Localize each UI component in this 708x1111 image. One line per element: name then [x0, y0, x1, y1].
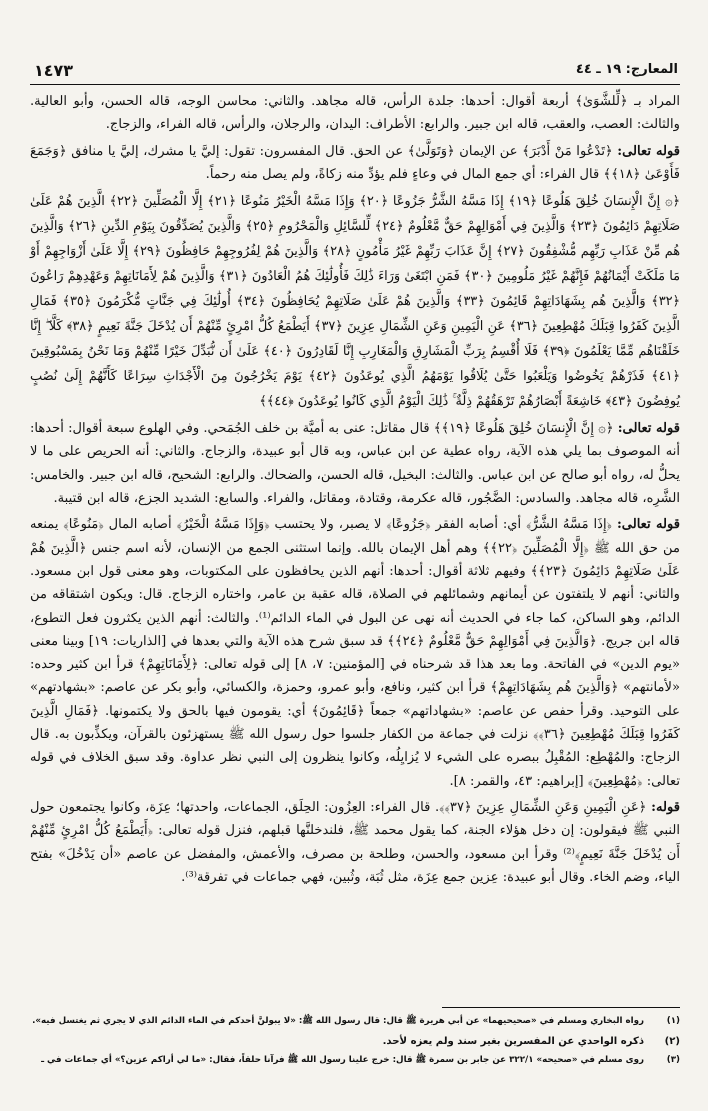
footnote-rule: [442, 1007, 680, 1008]
para-lead: قوله:: [651, 799, 680, 815]
running-header: [34, 62, 678, 82]
footnote-text: رواه البخاري ومسلم في «صحيحيهما» عن أبي هريرة ﷺ قال: قال رسول الله ﷺ: «لا يبولنَّ أحدكم في الماء الدائم الذي لا يجري ثم يغتسل فيه».: [32, 1016, 644, 1026]
para-shar: [30, 513, 680, 793]
main-text: [30, 90, 680, 892]
footnote: [30, 1051, 680, 1071]
para-izin: [30, 796, 680, 889]
footnote: [30, 1012, 680, 1032]
footnote-mark: (٣): [666, 1055, 680, 1065]
footnote: [30, 1032, 680, 1052]
footnotes: [30, 1012, 680, 1071]
para-text: ﴿إِذَا مَسَّهُ الشَّرُّ﴾ أي: أصابه الفقر ﴿جَزُوعًا﴾ لا يصبر، ولا يحتسب ﴿وَإِذَا مَسَّهُ الْخَيْرُ﴾ أصابه المال ﴿مَنُوعًا﴾ يمنعه من حق الله ﷺ ﴿إِلَّا الْمُصَلِّينَ ﴿٢٢﴾﴾ وهم أهل الإيمان بالله. وإنما استثنى الجمع من الإنسان، لأنه اسم جنس ﴿الَّذِينَ هُمْ عَلَىٰ صَلَاتِهِمْ دَائِمُونَ ﴿٢٣﴾﴾ وفيهم ثلاثة أقوال: أحدها: أنهم الذين يحافظون على المكتوبات، وهو معنى قول ابن مسعود. والثاني: أنهم لا يلتفتون عن أيمانهم وشمائلهم في الصلاة، قاله عقبة بن عامر، واختاره الزجاج. قال: ويكون اشتقاقه من الدائم، وهو الساكن، كما جاء في الحديث أنه نهى عن البول في الماء الدائم⁽¹⁾. والثالث: أنهم الذين يكثرون فعل التطوع، قاله ابن جريج. ﴿وَالَّذِينَ فِي أَمْوَالِهِمْ حَقٌّ مَّعْلُومٌ ﴿٢٤﴾﴾ قد سبق شرح هذه الآية والتي بعدها في [الذاريات: ١٩] وبينا معنى «يوم الدين» في الفاتحة. وما بعد هذا قد شرحناه في [المؤمنين: ٧، ٨] إلى قوله تعالى: ﴿لِأَمَانَاتِهِمْ﴾ قرأ ابن كثير وحده: «لأمانتهم» ﴿وَالَّذِينَ هُم بِشَهَادَاتِهِمْ﴾ قرأ ابن كثير، ونافع، وأبو عمرو، وحمزة، والكسائي، وأبو بكر عن عاصم: «بشهادتهم» على التوحيد. وقرأ حفص عن عاصم: «بشهاداتهم» جمعاً ﴿قَائِمُونَ﴾ أي: يقومون فيها بالحق ولا يكتمونها. ﴿فَمَالِ الَّذِينَ كَفَرُوا قِبَلَكَ مُهْطِعِينَ ﴿٣٦﴾﴾ نزلت في جماعة من الكفار جلسوا حول رسول الله ﷺ يستهزئون بالقرآن، ويكذِّبون به. قال الزجاج: والمُهْطِع: المُقْبِلُ ببصره على الشيء لا يُزايِلُه، وكانوا ينظرون إلى النبي نظر عداوة. وقد سبق الخلاف في قوله تعالى: ﴿مُهْطِعِينَ﴾ [إبراهيم: ٤٣، والقمر: ٨].: [30, 517, 681, 789]
header-rule: [30, 84, 680, 85]
footnote-text: روى مسلم في «صحيحه» ٣٢٢/١ عن جابر بن سمرة ﷺ قال: خرج علينا رسول الله ﷺ فرآنا حلقاً، فقال: «ما لي أراكم عزين؟» أي جماعات في ـ: [41, 1055, 644, 1065]
para-lead: قوله تعالى:: [617, 421, 681, 437]
para-lead: قوله تعالى:: [616, 517, 680, 533]
para-tadu: [30, 140, 680, 187]
chapter-range: المعارج: ١٩ ـ ٤٤: [575, 62, 678, 77]
quran-verses: [30, 189, 680, 414]
footnote-mark: (١): [666, 1016, 680, 1026]
para-shawa: [30, 90, 680, 137]
para-text: ﴿تَدْعُوا مَنْ أَدْبَرَ﴾ عن الإيمان ﴿وَتَوَلَّىٰ﴾ عن الحق. قال المفسرون: تقول: إليَّ يا مشرك، إليَّ يا منافق ﴿وَجَمَعَ فَأَوْعَىٰ ﴿١٨﴾﴾ قال الفراء: أي جمع المال في وعاءٍ فلم يؤدِّ منه زكاةً، ولم يصل منه رحماً.: [30, 143, 680, 182]
page-number: ١٤٧٣: [34, 61, 74, 80]
para-text: ﴿۞ إِنَّ الْإِنسَانَ خُلِقَ هَلُوعًا ﴿١٩﴾﴾ قال مقاتل: عنى به أميَّة بن خلف الجُمَحي. وفي الهلوع سبعة أقوال: أحدها: أنه الموصوف بما يلي هذه الآية، رواه عطية عن ابن عباس، وبه قال أبو عبيدة، والزجاج. والثاني: أنه الحريص على ما لا يحلُّ له، رواه أبو صالح عن ابن عباس. والثالث: البخيل، قاله الحسن، والضحاك. والرابع: الشحيح، قاله ابن جبير. والخامس: الشَّرِه، قاله مجاهد. والسادس: الضَّجُور، قاله عكرمة، وقتادة، ومقاتل، والفراء. والسابع: الشديد الجزع، قاله ابن قتيبة.: [30, 421, 680, 507]
footnote-mark: (٢): [664, 1035, 680, 1047]
para-text: ﴿عَنِ الْيَمِينِ وَعَنِ الشِّمَالِ عِزِينَ ﴿٣٧﴾﴾. قال الفراء: العِزُون: الحِلَق، الجماعات، واحدتها؛ عِزَة، وكانوا يجتمعون حول النبي ﷺ فيقولون: إن دخل هؤلاء الجنة، كما يقول محمد ﷺ، فلندخلنَّها قبلهم، فنزل قوله تعالى: ﴿أَيَطْمَعُ كُلُّ امْرِئٍ مِّنْهُمْ أَن يُدْخَلَ جَنَّةَ نَعِيمٍ﴾⁽²⁾ وقرأ ابن مسعود، والحسن، وطلحة بن مصرف، والأعمش، والمفضل عن عاصم «أن يَدْخُلَ» بفتح الياء، وضم الخاء. وقال أبو عبيدة: عِزين جمع عِزَة، مثل ثُبَة، وثُبين، فهي جماعات في تفرقة⁽³⁾.: [30, 799, 680, 885]
para-lead: قوله تعالى:: [617, 143, 680, 159]
verses-text: ﴿۞ إِنَّ الْإِنسَانَ خُلِقَ هَلُوعًا ﴿١٩﴾ إِذَا مَسَّهُ الشَّرُّ جَزُوعًا ﴿٢٠﴾ وَإِذَا مَسَّهُ الْخَيْرُ مَنُوعًا ﴿٢١﴾ إِلَّا الْمُصَلِّينَ ﴿٢٢﴾ الَّذِينَ هُمْ عَلَىٰ صَلَاتِهِمْ دَائِمُونَ ﴿٢٣﴾ وَالَّذِينَ فِي أَمْوَالِهِمْ حَقٌّ مَّعْلُومٌ ﴿٢٤﴾ لِّلسَّائِلِ وَالْمَحْرُومِ ﴿٢٥﴾ وَالَّذِينَ يُصَدِّقُونَ بِيَوْمِ الدِّينِ ﴿٢٦﴾ وَالَّذِينَ هُم مِّنْ عَذَابِ رَبِّهِم مُّشْفِقُونَ ﴿٢٧﴾ إِنَّ عَذَابَ رَبِّهِمْ غَيْرُ مَأْمُونٍ ﴿٢٨﴾ وَالَّذِينَ هُمْ لِفُرُوجِهِمْ حَافِظُونَ ﴿٢٩﴾ إِلَّا عَلَىٰ أَزْوَاجِهِمْ أَوْ مَا مَلَكَتْ أَيْمَانُهُمْ فَإِنَّهُمْ غَيْرُ مَلُومِينَ ﴿٣٠﴾ فَمَنِ ابْتَغَىٰ وَرَاءَ ذَٰلِكَ فَأُولَٰئِكَ هُمُ الْعَادُونَ ﴿٣١﴾ وَالَّذِينَ هُمْ لِأَمَانَاتِهِمْ وَعَهْدِهِمْ رَاعُونَ ﴿٣٢﴾ وَالَّذِينَ هُم بِشَهَادَاتِهِمْ قَائِمُونَ ﴿٣٣﴾ وَالَّذِينَ هُمْ عَلَىٰ صَلَاتِهِمْ يُحَافِظُونَ ﴿٣٤﴾ أُولَٰئِكَ فِي جَنَّاتٍ مُّكْرَمُونَ ﴿٣٥﴾ فَمَالِ الَّذِينَ كَفَرُوا قِبَلَكَ مُهْطِعِينَ ﴿٣٦﴾ عَنِ الْيَمِينِ وَعَنِ الشِّمَالِ عِزِينَ ﴿٣٧﴾ أَيَطْمَعُ كُلُّ امْرِئٍ مِّنْهُمْ أَن يُدْخَلَ جَنَّةَ نَعِيمٍ ﴿٣٨﴾ كَلَّا ۖ إِنَّا خَلَقْنَاهُم مِّمَّا يَعْلَمُونَ ﴿٣٩﴾ فَلَا أُقْسِمُ بِرَبِّ الْمَشَارِقِ وَالْمَغَارِبِ إِنَّا لَقَادِرُونَ ﴿٤٠﴾ عَلَىٰ أَن نُّبَدِّلَ خَيْرًا مِّنْهُمْ وَمَا نَحْنُ بِمَسْبُوقِينَ ﴿٤١﴾ فَذَرْهُمْ يَخُوضُوا وَيَلْعَبُوا حَتَّىٰ يُلَاقُوا يَوْمَهُمُ الَّذِي يُوعَدُونَ ﴿٤٢﴾ يَوْمَ يَخْرُجُونَ مِنَ الْأَجْدَاثِ سِرَاعًا كَأَنَّهُمْ إِلَىٰ نُصُبٍ يُوفِضُونَ ﴿٤٣﴾ خَاشِعَةً أَبْصَارُهُمْ تَرْهَقُهُمْ ذِلَّةٌ ۚ ذَٰلِكَ الْيَوْمُ الَّذِي كَانُوا يُوعَدُونَ ﴿٤٤﴾﴾: [30, 194, 681, 410]
para-halua: [30, 417, 680, 510]
footnote-text: ذكره الواحدي عن المفسرين بغير سند ولم يعزه لأحد.: [382, 1035, 644, 1047]
para-text: المراد بـ ﴿لِّلشَّوَىٰ﴾ أربعة أقوال: أحدها: جلدة الرأس، قاله مجاهد. والثاني: محاسن الوجه، قاله الحسن، وأبو العالية. والثالث: العصب، والعقب، قاله ابن جبير. والرابع: الأطراف: اليدان، والرجلان، والرأس، قاله الفراء، والزجاج.: [30, 94, 680, 133]
